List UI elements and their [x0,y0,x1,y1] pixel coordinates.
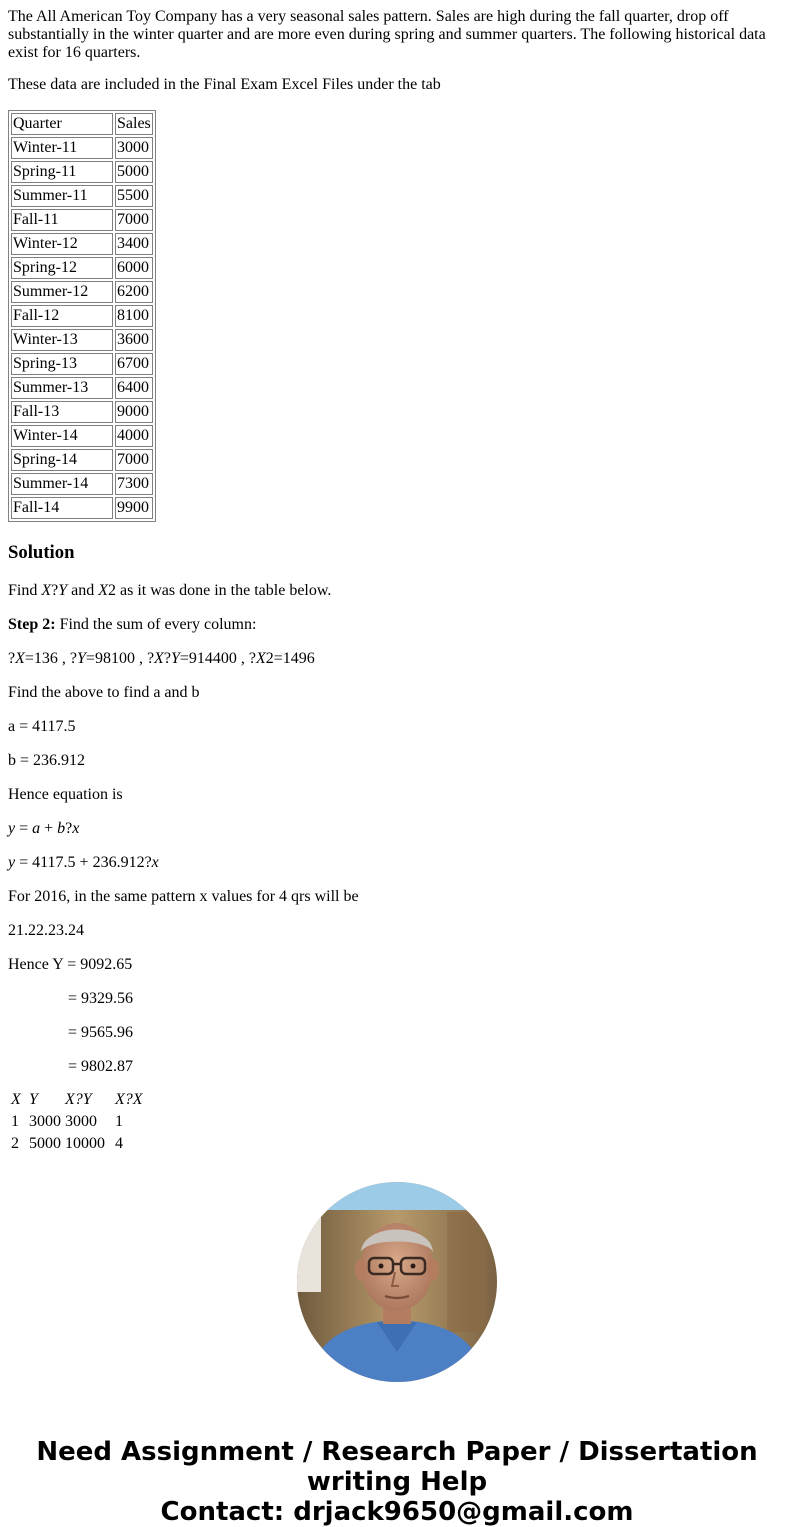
table-row [11,137,153,159]
quarter-cell: Summer-11 [11,185,113,207]
header-xy: X?Y [65,1091,92,1108]
table-row [11,449,153,471]
table-header-row [10,1090,144,1110]
x-values-line: 21.22.23.24 [8,922,84,939]
quarter-cell: Spring-14 [11,449,113,471]
quarter-cell: Winter-14 [11,425,113,447]
solution-heading: Solution [8,542,75,563]
find-line: Find X?Y and X2 as it was done in the table below. [8,582,332,599]
sales-cell: 7000 [115,449,153,471]
sales-table [8,110,156,522]
sales-cell: 3000 [115,137,153,159]
header-quarter: Quarter [11,113,113,135]
table-row [11,497,153,519]
table-row [11,353,153,375]
intro-paragraph: The All American Toy Company has a very seasonal sales pattern. Sales are high during the fall quarter, drop off substantially in the winter quarter and are more even during spring and summer quarters. The following historical data exist for 16 quarters. [8,8,766,61]
quarter-cell: Fall-14 [11,497,113,519]
avatar-container [8,1182,786,1387]
forecast-y4: = 9802.87 [68,1058,134,1075]
avatar [297,1182,497,1382]
step2-line: Step 2: Find the sum of every column: [8,616,257,633]
header-xx: X?X [115,1091,143,1108]
sales-cell: 9900 [115,497,153,519]
forecast-intro-line: For 2016, in the same pattern x values for 4 qrs will be [8,888,359,905]
quarter-cell: Spring-11 [11,161,113,183]
table-row [11,161,153,183]
forecast-y1: Hence Y = 9092.65 [8,956,133,973]
quarter-cell: Fall-12 [11,305,113,327]
forecast-y2: = 9329.56 [68,990,134,1007]
header-x: X [11,1091,21,1108]
quarter-cell: Fall-13 [11,401,113,423]
xy-table [8,1088,146,1156]
equation-fitted: y = 4117.5 + 236.912?x [8,854,159,871]
quarter-cell: Spring-13 [11,353,113,375]
quarter-cell: Summer-13 [11,377,113,399]
quarter-cell: Summer-14 [11,473,113,495]
quarter-cell: Summer-12 [11,281,113,303]
sales-cell: 6000 [115,257,153,279]
sales-cell: 7300 [115,473,153,495]
table-row [11,425,153,447]
sales-cell: 6700 [115,353,153,375]
quarter-cell: Spring-12 [11,257,113,279]
table-row [11,209,153,231]
hence-equation-line: Hence equation is [8,786,123,803]
table-row [11,377,153,399]
b-value-line: b = 236.912 [8,752,86,769]
sales-cell: 3400 [115,233,153,255]
promo-line-1: Need Assignment / Research Paper / Dissertation [36,1437,758,1467]
sales-cell: 8100 [115,305,153,327]
table-row [11,401,153,423]
sales-cell: 4000 [115,425,153,447]
sums-line: ?X=136 , ?Y=98100 , ?X?Y=914400 , ?X2=1496 [8,650,315,667]
data-location-paragraph: These data are included in the Final Exam Excel Files under the tab [8,76,441,93]
promo-contact: Contact: drjack9650@gmail.com [160,1497,634,1527]
table-header-row [11,113,153,135]
table-row: 1 3000 3000 1 [11,1113,123,1130]
promo-banner [8,1437,786,1527]
table-row [11,233,153,255]
a-value-line: a = 4117.5 [8,718,76,735]
table-row [11,473,153,495]
quarter-cell: Winter-12 [11,233,113,255]
quarter-cell: Winter-13 [11,329,113,351]
table-row [11,305,153,327]
table-row [11,329,153,351]
person-portrait-icon [297,1182,497,1382]
step2-label: Step 2: [8,616,56,633]
sales-cell: 7000 [115,209,153,231]
table-row [11,185,153,207]
sales-cell: 3600 [115,329,153,351]
sales-cell: 6400 [115,377,153,399]
sales-cell: 9000 [115,401,153,423]
sales-cell: 5500 [115,185,153,207]
find-ab-line: Find the above to find a and b [8,684,200,701]
promo-line-2: writing Help [306,1467,488,1497]
table-row [11,257,153,279]
table-row: 2 5000 10000 4 [11,1135,123,1152]
quarter-cell: Winter-11 [11,137,113,159]
sales-cell: 6200 [115,281,153,303]
header-y: Y [29,1091,38,1108]
equation-general: y = a + b?x [8,820,80,837]
quarter-cell: Fall-11 [11,209,113,231]
header-sales: Sales [115,113,153,135]
forecast-y3: = 9565.96 [68,1024,134,1041]
table-row [11,281,153,303]
sales-cell: 5000 [115,161,153,183]
